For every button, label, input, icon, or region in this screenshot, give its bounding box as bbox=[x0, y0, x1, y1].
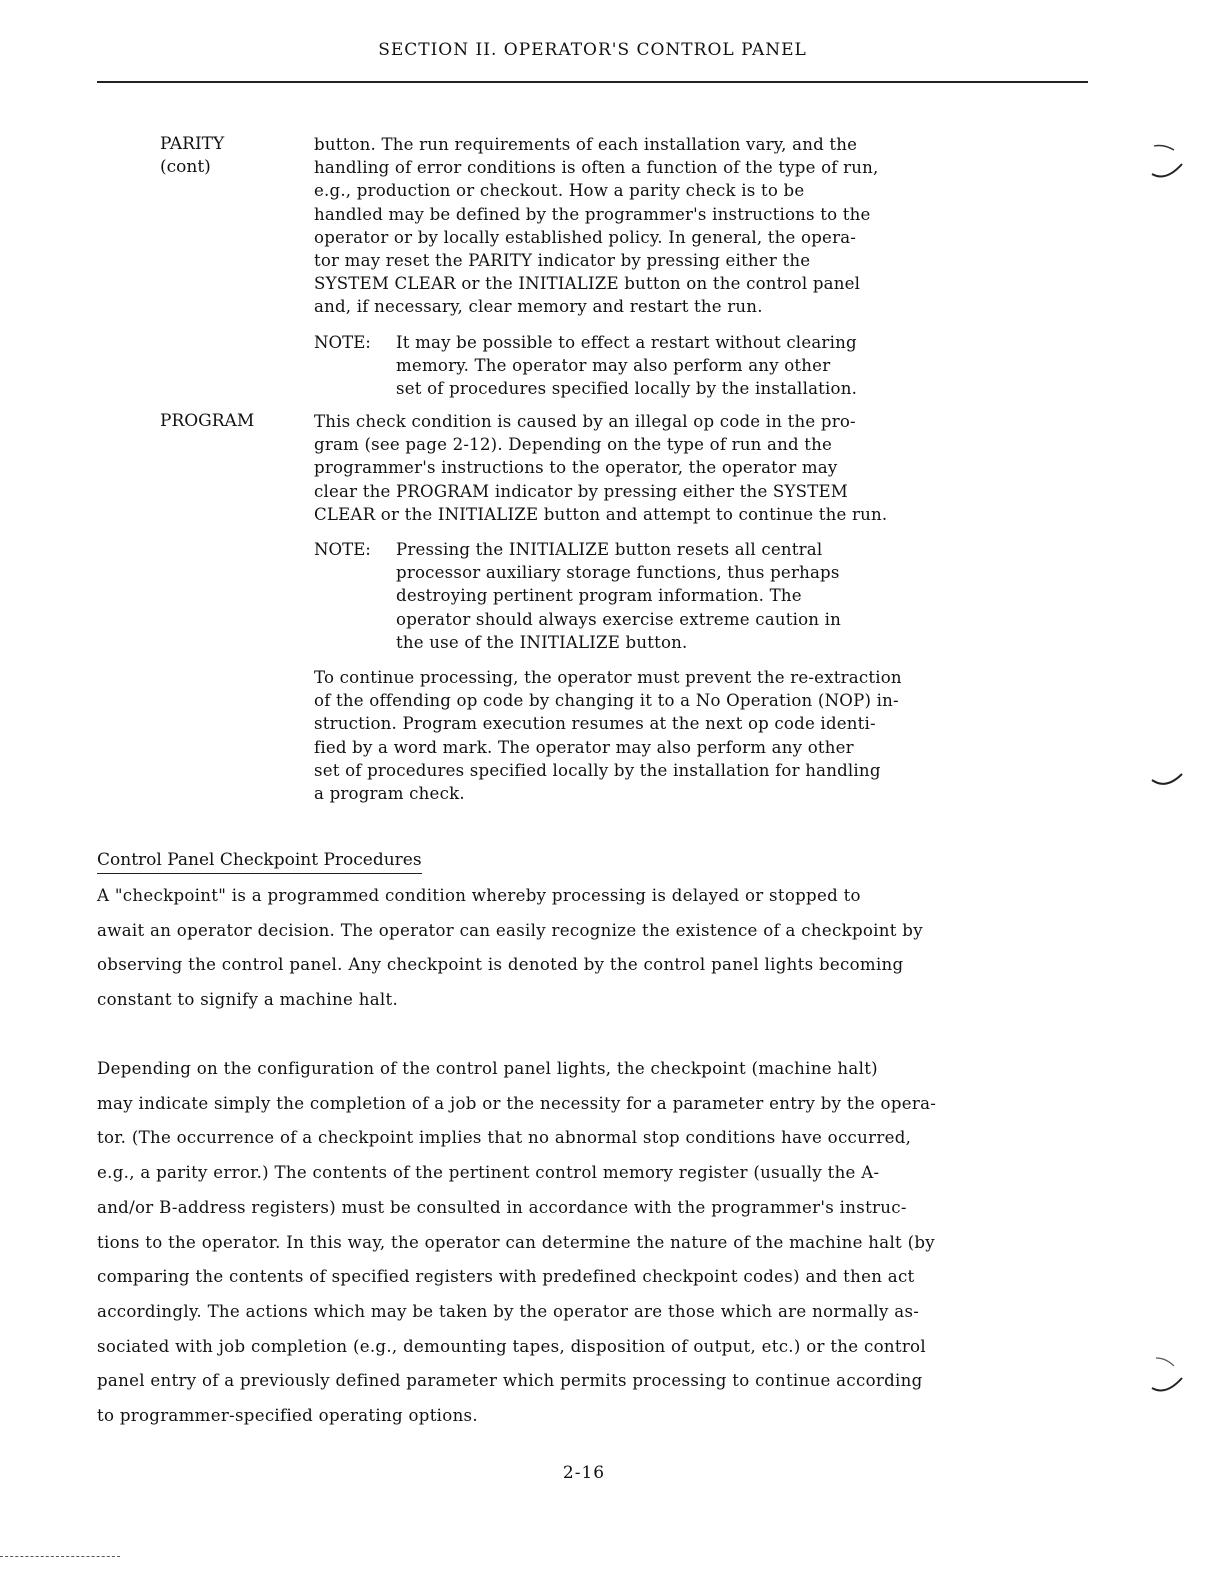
parity-body bbox=[314, 133, 1034, 412]
program-paragraph: This check condition is caused by an illegal op code in the pro- gram (see page 2-12). Depending on the type of run and the programmer's instructions to the operator, the operator may clear the PROGRAM indicator by pressing either the SYSTEM CLEAR or the INITIALIZE button and attempt to continue the run. bbox=[314, 412, 888, 524]
binder-hole-mark-icon bbox=[1148, 140, 1188, 186]
parity-label: PARITY (cont) bbox=[160, 134, 225, 178]
page-number: 2-16 bbox=[562, 1463, 606, 1483]
checkpoint-paragraph-2-block bbox=[97, 1052, 1097, 1434]
program-note-label: NOTE: bbox=[314, 540, 371, 560]
checkpoint-paragraph-2: Depending on the configuration of the control panel lights, the checkpoint (machine halt) may indicate simply the completion of a job or the necessity for a parameter entry by the opera- tor. (The occurrence of a checkpoint implies that no abnormal stop conditions have occurred, e.g., a parity error.) The contents of the pertinent control memory register (usually the A- and/or B-address registers) must be consulted in accordance with the programmer's instruc- tions to the operator. In this way, the operator can determine the nature of the machine halt (by comparing the contents of specified registers with predefined checkpoint codes) and then act accordingly. The actions which may be taken by the operator are those which are normally as- sociated with job completion (e.g., demounting tapes, disposition of output, etc.) or the control panel entry of a previously defined parameter which permits processing to continue according to programmer-specified operating options. bbox=[97, 1059, 937, 1426]
parity-note-label: NOTE: bbox=[314, 332, 371, 352]
parity-paragraph: button. The run requirements of each installation vary, and the handling of error conditions is often a function of the type of run, e.g., production or checkout. How a parity check is to be handled may be defined by the programmer's instructions to the operator or by locally established policy. In general, the opera- tor may reset the PARITY indicator by pressing either the SYSTEM CLEAR or the INITIALIZE button on the control panel and, if necessary, clear memory and restart the run. bbox=[314, 135, 879, 317]
parity-note bbox=[314, 331, 1034, 401]
checkpoint-paragraph-1: A "checkpoint" is a programmed condition whereby processing is delayed or stopped to await an operator decision. The operator can easily recognize the existence of a checkpoint by observing the control panel. Any checkpoint is denoted by the control panel lights becoming constant to signify a machine halt. bbox=[97, 886, 923, 1010]
header-rule bbox=[97, 81, 1088, 83]
program-note bbox=[314, 538, 1034, 654]
page-header: SECTION II. OPERATOR'S CONTROL PANEL bbox=[378, 40, 807, 60]
checkpoint-paragraph-1-block bbox=[97, 879, 1097, 1018]
checkpoint-heading: Control Panel Checkpoint Procedures bbox=[97, 849, 422, 874]
binder-hole-mark-icon bbox=[1148, 768, 1188, 798]
program-continue-paragraph: To continue processing, the operator must prevent the re-extraction of the offending op code by changing it to a No Operation (NOP) in- struction. Program execution resumes at the next op code identi- fied by a word mark. The operator may also perform any other set of procedures specified locally by the installation for handling a program check. bbox=[314, 668, 902, 804]
parity-note-text: It may be possible to effect a restart without clearing memory. The operator may also perform any other set of procedures specified locally by the installation. bbox=[396, 332, 858, 399]
program-label: PROGRAM bbox=[160, 411, 255, 431]
program-body bbox=[314, 410, 1034, 817]
binder-hole-mark-icon bbox=[1148, 1354, 1188, 1400]
program-note-text: Pressing the INITIALIZE button resets all central processor auxiliary storage functions, thus perhaps destroying pertinent program information. The operator should always exercise extreme caution in the use of the INITIALIZE button. bbox=[396, 540, 842, 652]
scan-artifact-line bbox=[0, 1556, 120, 1557]
